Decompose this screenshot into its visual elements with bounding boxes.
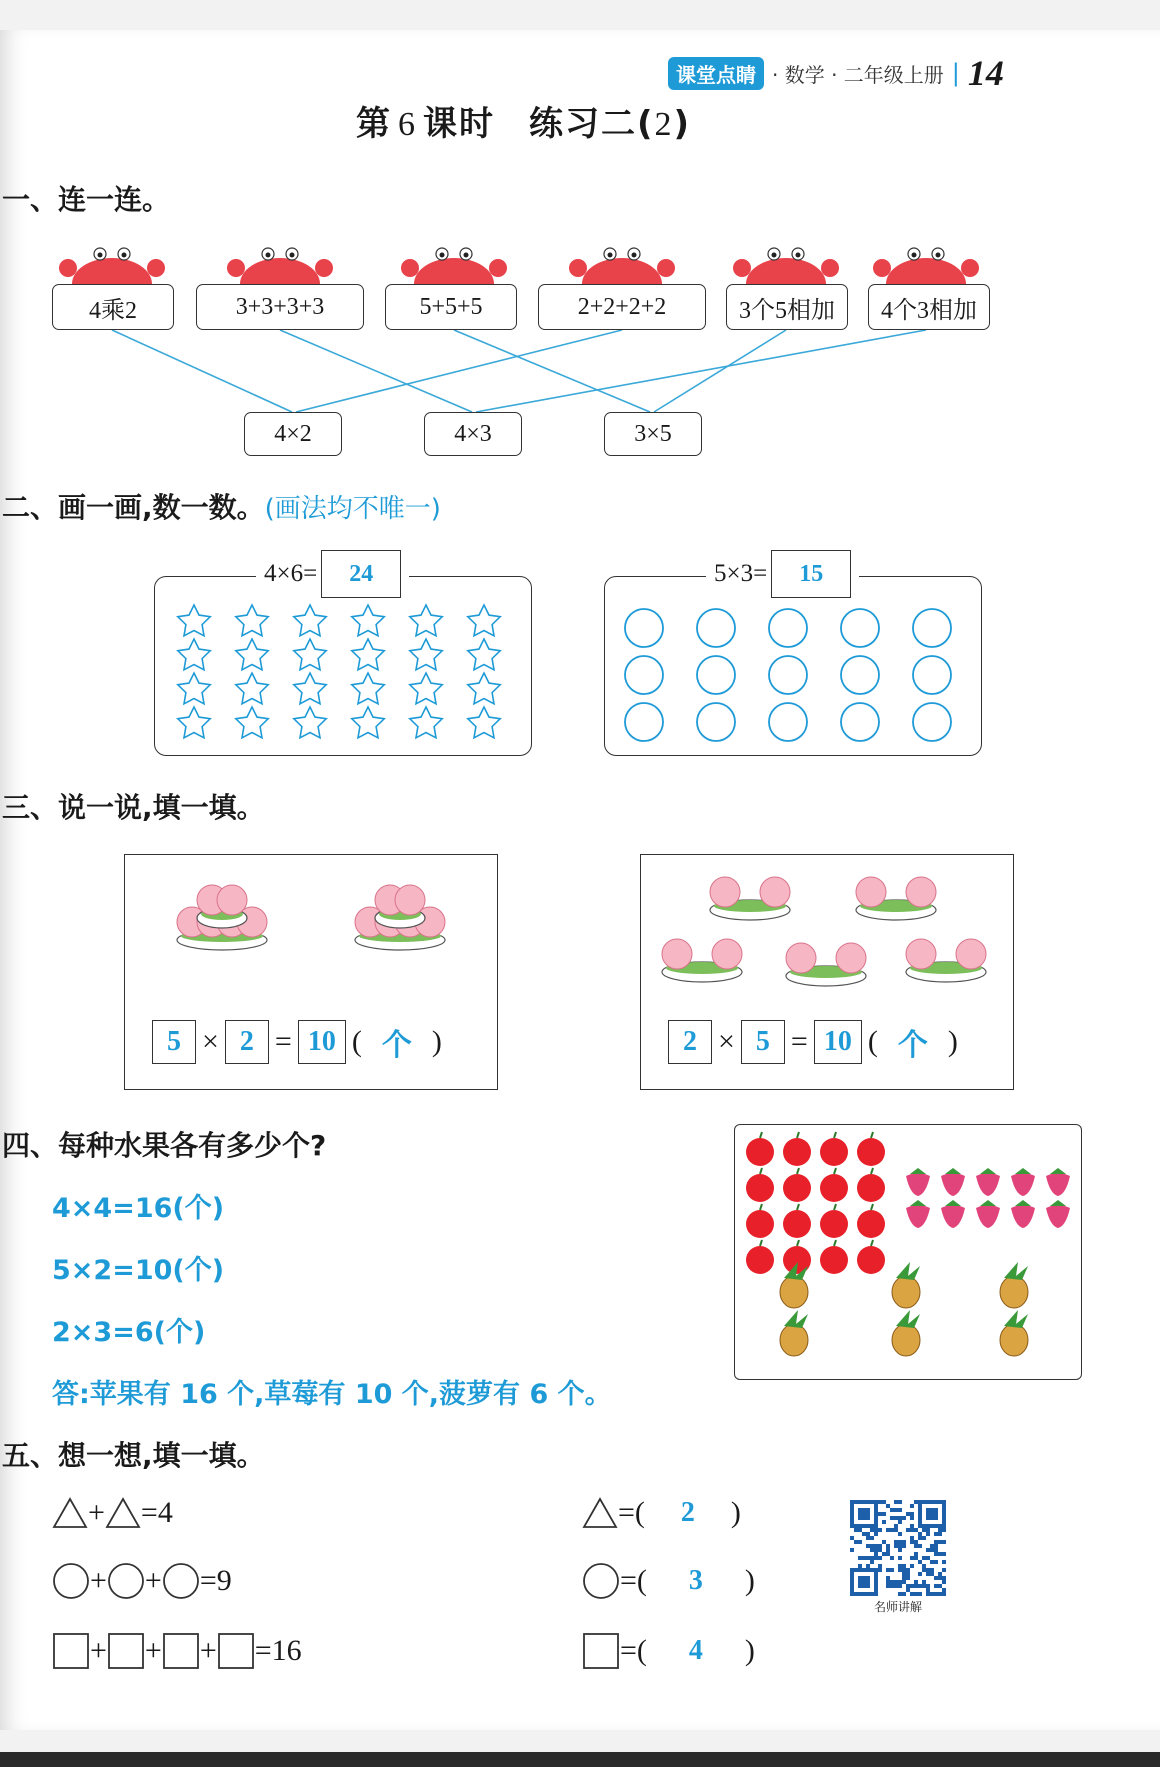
result-box[interactable]: 10 — [298, 1020, 346, 1064]
answer-paren-close: ) — [730, 1496, 741, 1529]
star-icon — [294, 639, 326, 670]
strawberry-icon — [976, 1168, 1000, 1196]
page-header — [668, 52, 1004, 94]
stars-answer-box[interactable]: 24 — [321, 550, 401, 598]
paren-open: ( — [351, 1025, 362, 1058]
plus-sign: + — [90, 1634, 107, 1667]
times-sign: × — [202, 1025, 219, 1058]
square-icon — [582, 1632, 620, 1670]
strawberry-calc: 5×2=10(个) — [52, 1255, 225, 1286]
star-icon — [468, 673, 500, 704]
qr-label: 名师讲解 — [873, 1600, 922, 1614]
paren-close: ) — [431, 1025, 442, 1058]
peach-plate — [710, 877, 790, 920]
star-icon — [410, 605, 442, 636]
strawberry-icon — [1046, 1200, 1070, 1228]
peach-icon — [712, 939, 742, 969]
square-equation-result: =16 — [254, 1634, 302, 1667]
square-equation — [52, 1632, 302, 1670]
star-icon — [178, 639, 210, 670]
top-item[interactable]: 3个5相加 — [726, 284, 848, 330]
circle-mark — [841, 656, 879, 694]
match-line-4x3-b — [476, 330, 926, 412]
star-icon — [410, 673, 442, 704]
fruit-illustration — [734, 1124, 1082, 1380]
star-icon — [178, 673, 210, 704]
qr-code[interactable] — [850, 1500, 946, 1596]
peach-icon — [906, 877, 936, 907]
circle-mark — [697, 609, 735, 647]
stars-grid — [154, 598, 532, 748]
pineapple-icon — [1000, 1310, 1028, 1356]
apple-icon — [746, 1168, 774, 1202]
circles-answer-box[interactable]: 15 — [771, 550, 851, 598]
apple-icon — [857, 1240, 885, 1274]
match-line-4x3-a — [280, 330, 472, 412]
peach-icon — [217, 885, 247, 915]
circle-answer — [582, 1562, 755, 1600]
times-sign: × — [718, 1025, 735, 1058]
star-icon — [468, 707, 500, 738]
bottom-item[interactable]: 4×2 — [244, 412, 342, 456]
circle-mark — [769, 703, 807, 741]
star-icon — [352, 673, 384, 704]
match-line-3x5-b — [654, 330, 786, 412]
equals-sign: = — [274, 1025, 292, 1058]
star-icon — [236, 707, 268, 738]
plus-sign: + — [199, 1634, 217, 1667]
section3-heading: 三、说一说,填一填。 — [2, 791, 265, 824]
subject-grade: · 数学 · 二年级上册 — [772, 62, 944, 87]
triangle-icon — [52, 1497, 88, 1529]
circle-mark — [625, 609, 663, 647]
peach-plates-right — [640, 854, 1014, 1004]
top-item[interactable]: 2+2+2+2 — [538, 284, 706, 330]
factor-box[interactable]: 5 — [741, 1020, 785, 1064]
star-icon — [352, 707, 384, 738]
apple-icon — [820, 1240, 848, 1274]
section2-heading-text: 二、画一画,数一数。 — [2, 491, 265, 524]
star-icon — [294, 673, 326, 704]
paren-close: ) — [947, 1025, 958, 1058]
bottom-item[interactable]: 4×3 — [424, 412, 522, 456]
circle-mark — [625, 703, 663, 741]
apple-icon — [857, 1132, 885, 1166]
top-item[interactable]: 4乘2 — [52, 284, 174, 330]
plus-sign: + — [144, 1564, 162, 1597]
bottom-edge — [0, 1752, 1160, 1767]
title-prefix: 第 — [356, 104, 392, 144]
peach-icon — [760, 877, 790, 907]
strawberry-icon — [906, 1200, 930, 1228]
strawberry-icon — [941, 1200, 965, 1228]
triangle-icon — [582, 1497, 618, 1529]
circle-mark — [697, 656, 735, 694]
circle-mark — [769, 609, 807, 647]
factor-box[interactable]: 2 — [668, 1020, 712, 1064]
star-icon — [236, 605, 268, 636]
factor-box[interactable]: 2 — [225, 1020, 269, 1064]
circle-mark — [913, 609, 951, 647]
circle-mark — [913, 656, 951, 694]
peach-plate — [906, 939, 986, 982]
triangle-equation — [52, 1496, 173, 1530]
strawberry-icon — [1011, 1200, 1035, 1228]
crab-icon — [873, 248, 979, 284]
triangle-equation-result: =4 — [140, 1496, 173, 1529]
section2-heading — [2, 486, 441, 526]
peach-plates-left — [124, 854, 498, 1004]
strawberry-icon — [1046, 1168, 1070, 1196]
star-icon — [352, 639, 384, 670]
triangle-icon — [105, 1497, 141, 1529]
circle-mark — [769, 656, 807, 694]
circle-icon — [107, 1562, 145, 1600]
plus-sign: + — [88, 1496, 105, 1529]
star-icon — [410, 639, 442, 670]
peach-icon — [395, 885, 425, 915]
peach-icon — [836, 943, 866, 973]
square-icon — [162, 1632, 200, 1670]
crab-icon — [569, 248, 675, 284]
pineapple-icon — [780, 1310, 808, 1356]
answer-paren-open: =( — [620, 1564, 647, 1597]
strawberry-icon — [976, 1200, 1000, 1228]
star-icon — [468, 639, 500, 670]
top-item[interactable]: 5+5+5 — [385, 284, 517, 330]
section5-heading: 五、想一想,填一填。 — [2, 1439, 265, 1472]
apple-icon — [746, 1204, 774, 1238]
equation-left — [152, 1020, 442, 1064]
plus-sign: + — [90, 1564, 107, 1597]
circle-value[interactable]: 3 — [688, 1565, 703, 1596]
stars-expression: 4×6= — [264, 560, 318, 587]
circle-icon — [162, 1562, 200, 1600]
circle-mark — [625, 656, 663, 694]
peach-icon — [856, 877, 886, 907]
square-icon — [107, 1632, 145, 1670]
apple-calc: 4×4=16(个) — [52, 1193, 225, 1224]
strawberry-icon — [906, 1168, 930, 1196]
star-icon — [410, 707, 442, 738]
star-icon — [178, 707, 210, 738]
circle-mark — [841, 609, 879, 647]
apple-icon — [857, 1204, 885, 1238]
title-suffix: 课时 — [423, 104, 495, 144]
star-icon — [294, 707, 326, 738]
title-lesson-number: 6 — [398, 106, 417, 143]
result-box[interactable]: 10 — [814, 1020, 862, 1064]
peach-icon — [786, 943, 816, 973]
circle-icon — [52, 1562, 90, 1600]
peach-plate — [375, 885, 425, 928]
apple-icon — [783, 1168, 811, 1202]
circle-equation — [52, 1562, 232, 1600]
unit-answer: 个 — [381, 1029, 412, 1062]
square-icon — [52, 1632, 90, 1670]
peach-icon — [906, 939, 936, 969]
apple-icon — [857, 1168, 885, 1202]
peach-plate — [662, 939, 742, 982]
lesson-title — [356, 96, 691, 145]
star-icon — [352, 605, 384, 636]
apple-icon — [746, 1132, 774, 1166]
paren-open: ( — [867, 1025, 878, 1058]
pineapple-icon — [1000, 1262, 1028, 1308]
peach-icon — [710, 877, 740, 907]
section4-heading: 四、每种水果各有多少个? — [2, 1129, 327, 1162]
answer-paren-open: =( — [620, 1634, 647, 1667]
top-item[interactable]: 3+3+3+3 — [196, 284, 364, 330]
circle-mark — [697, 703, 735, 741]
apple-icon — [820, 1132, 848, 1166]
unit-answer: 个 — [897, 1029, 928, 1062]
square-value[interactable]: 4 — [688, 1635, 703, 1666]
factor-box[interactable]: 5 — [152, 1020, 196, 1064]
circle-mark — [913, 703, 951, 741]
peach-icon — [956, 939, 986, 969]
star-icon — [236, 673, 268, 704]
crab-icon — [59, 248, 165, 284]
header-separator: | — [951, 59, 960, 87]
apple-icon — [820, 1204, 848, 1238]
square-icon — [217, 1632, 255, 1670]
equation-right — [668, 1020, 958, 1064]
crab-icon — [733, 248, 839, 284]
peach-plate — [197, 885, 247, 928]
pineapple-icon — [892, 1310, 920, 1356]
match-line-4x2-a — [112, 330, 292, 412]
section1-heading: 一、连一连。 — [2, 183, 171, 216]
answer-paren-open: =( — [618, 1496, 645, 1529]
circles-expression: 5×3= — [714, 560, 768, 587]
page-number: 14 — [967, 53, 1004, 93]
triangle-value[interactable]: 2 — [680, 1497, 695, 1528]
star-icon — [236, 639, 268, 670]
apple-icon — [746, 1240, 774, 1274]
title-name-number: 2 — [654, 106, 674, 143]
plus-sign: + — [144, 1634, 162, 1667]
title-name: 练习二( — [529, 104, 655, 144]
equals-sign: = — [790, 1025, 808, 1058]
crab-icon — [227, 248, 333, 284]
section4-answer: 答:苹果有 16 个,草莓有 10 个,菠萝有 6 个。 — [52, 1379, 612, 1410]
triangle-answer — [582, 1496, 741, 1530]
circle-icon — [582, 1562, 620, 1600]
star-icon — [294, 605, 326, 636]
answer-paren-close: ) — [744, 1634, 755, 1667]
match-line-4x2-b — [296, 330, 622, 412]
crab-icon — [401, 248, 507, 284]
strawberry-icon — [941, 1168, 965, 1196]
apple-icon — [783, 1132, 811, 1166]
answer-paren-close: ) — [744, 1564, 755, 1597]
bottom-item[interactable]: 3×5 — [604, 412, 702, 456]
strawberry-icon — [1011, 1168, 1035, 1196]
series-badge: 课堂点睛 — [668, 57, 764, 90]
title-name-end: ) — [673, 104, 692, 144]
star-icon — [468, 605, 500, 636]
circles-grid — [604, 598, 982, 748]
square-answer — [582, 1632, 755, 1670]
pineapple-icon — [892, 1262, 920, 1308]
circle-mark — [841, 703, 879, 741]
star-icon — [178, 605, 210, 636]
apple-icon — [820, 1168, 848, 1202]
section2-note: (画法均不唯一) — [264, 494, 441, 524]
circles-label — [706, 550, 859, 598]
peach-plate — [786, 943, 866, 986]
match-line-3x5-a — [454, 330, 650, 412]
peach-icon — [662, 939, 692, 969]
peach-plate — [856, 877, 936, 920]
pineapple-calc: 2×3=6(个) — [52, 1317, 206, 1348]
circle-equation-result: =9 — [199, 1564, 232, 1597]
top-item[interactable]: 4个3相加 — [868, 284, 990, 330]
apple-icon — [783, 1204, 811, 1238]
stars-label — [256, 550, 409, 598]
